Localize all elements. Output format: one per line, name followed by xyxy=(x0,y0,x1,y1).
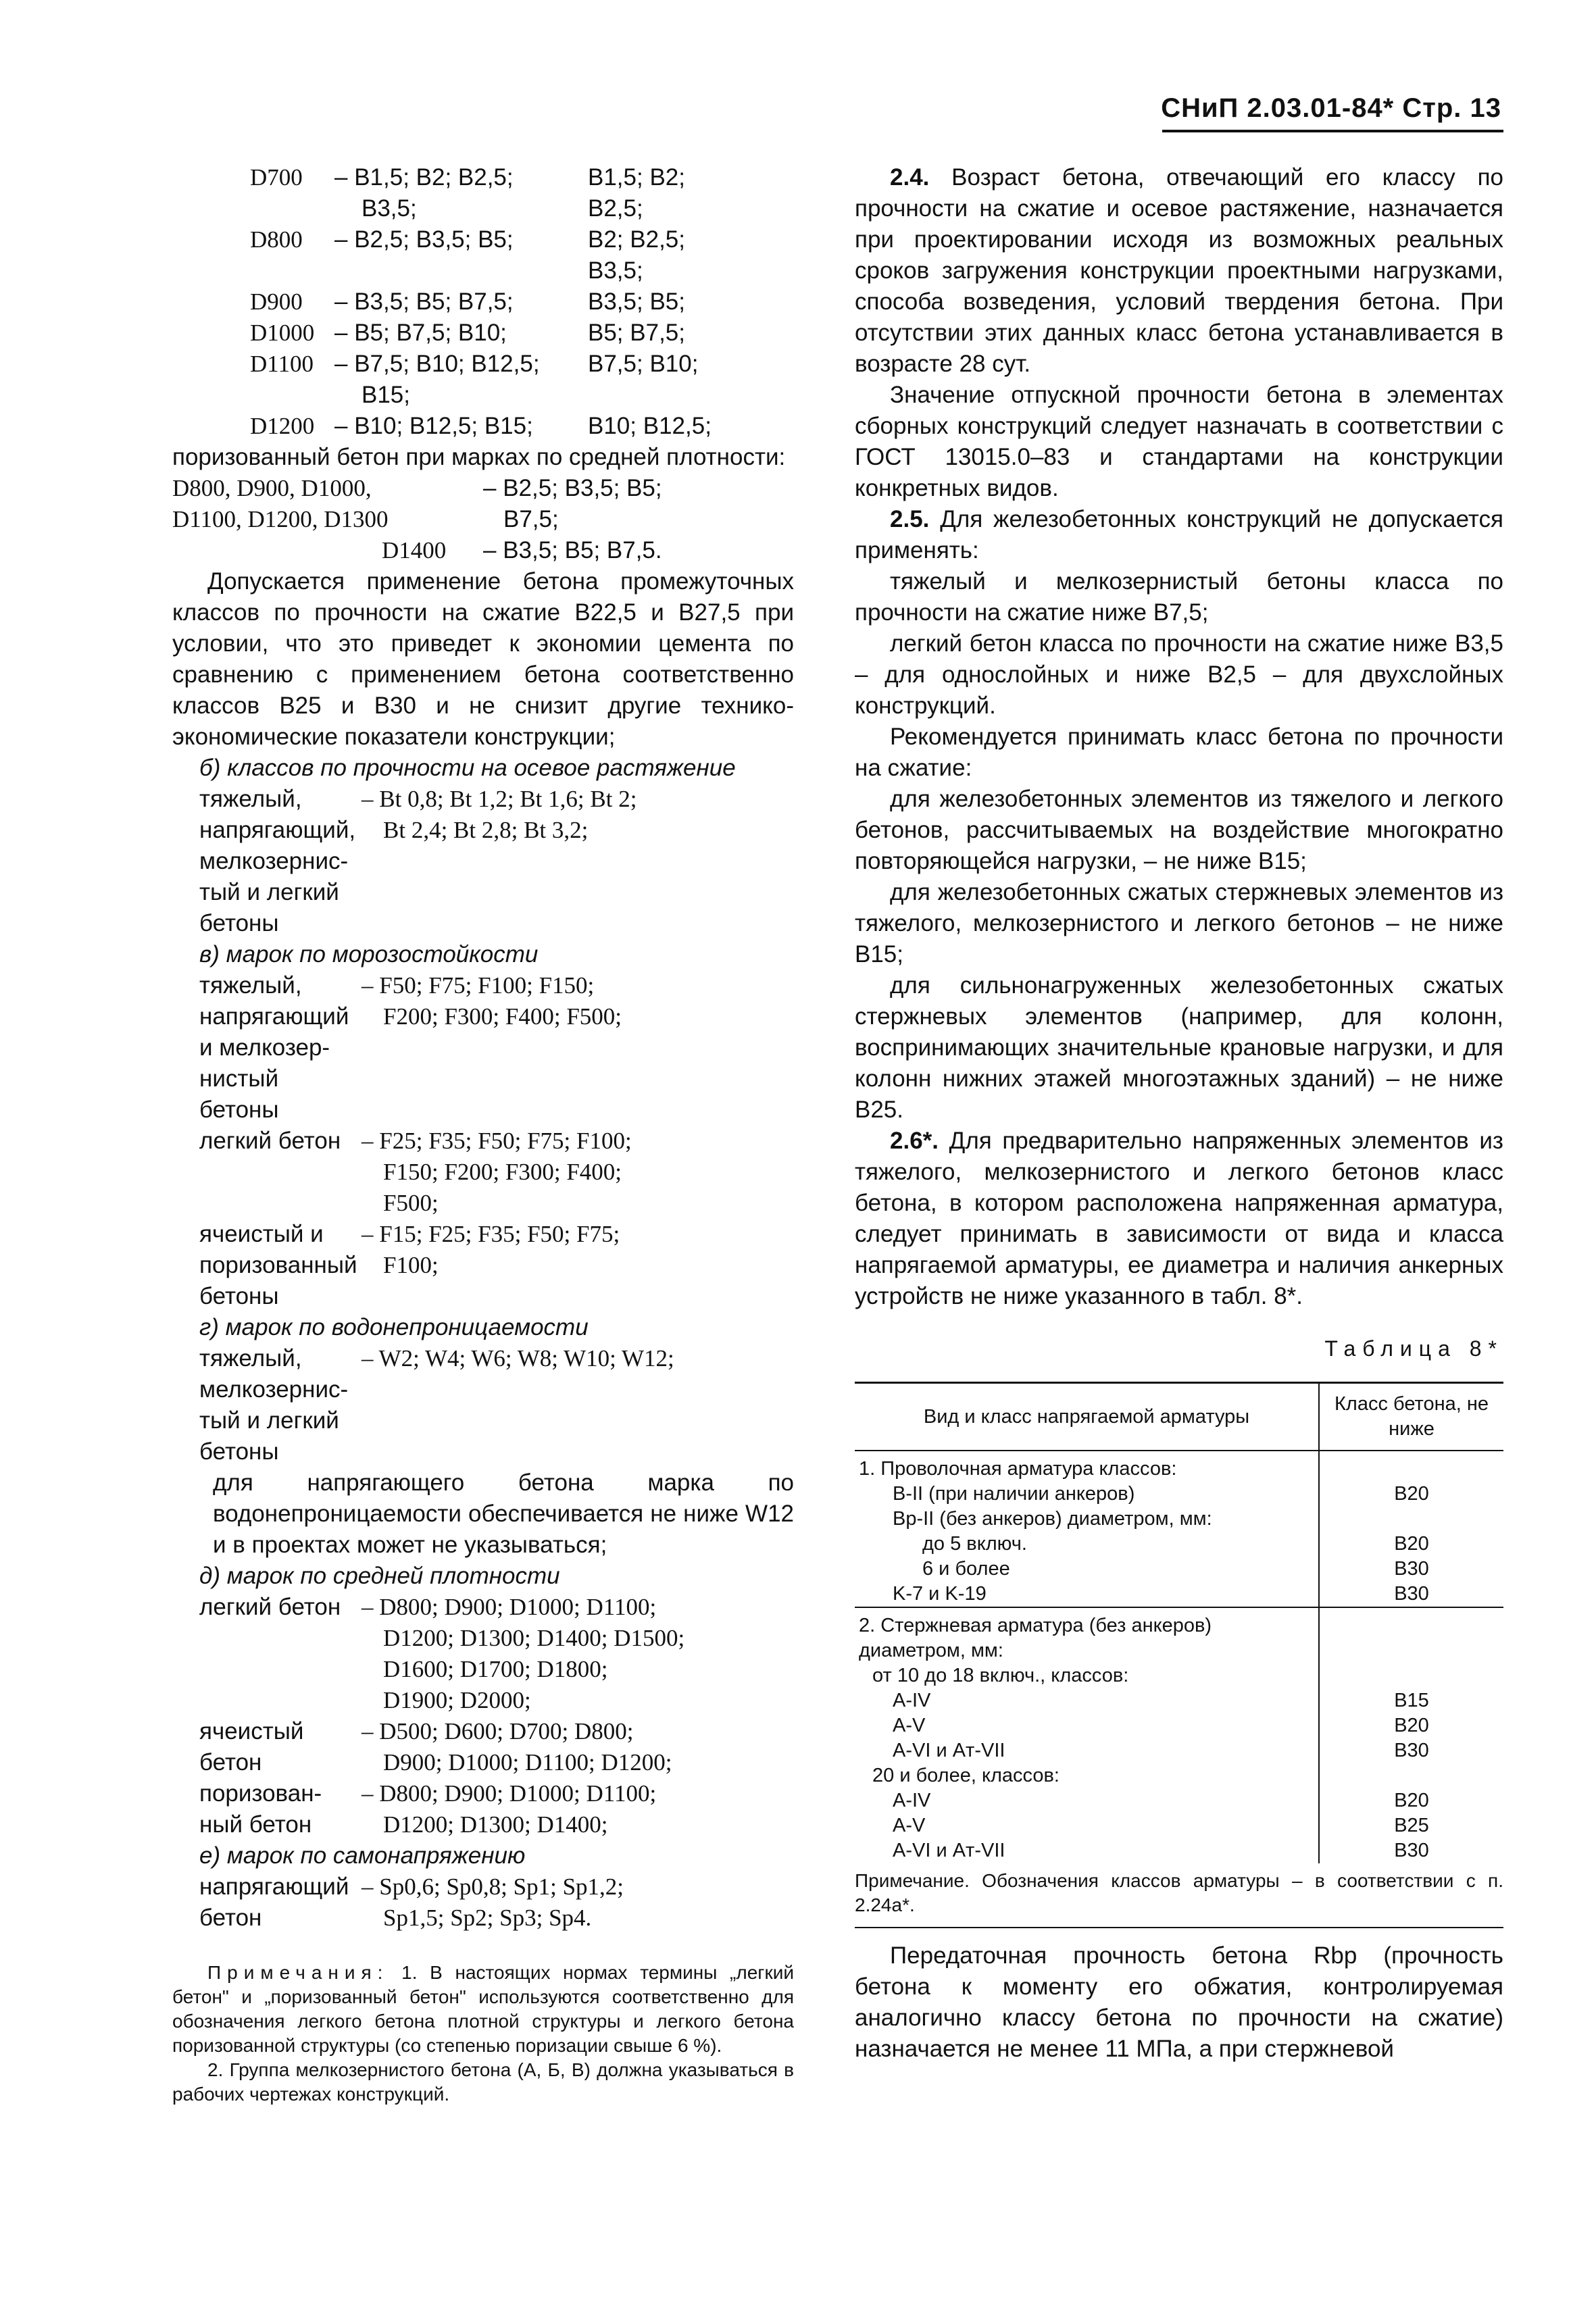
porous-text: поризованный бетон при марках по средней плотности: xyxy=(172,444,786,470)
b_rows-row xyxy=(199,815,794,846)
table-cell-class xyxy=(1319,1451,1503,1482)
v_rows-row xyxy=(199,1126,794,1157)
table-row xyxy=(855,1763,1503,1788)
paragraph-2-6-text: Для предварительно напряженных элементов из тяжелого, мелкозернистого и легкого бетонов класс бетона, в котором расположена напряженная арматура, следует принимать в зависимости от вида и класса напрягаемой арматуры, ее диаметра и наличия анкерных устройств не ниже указанного в табл. 8*. xyxy=(855,1128,1503,1309)
porous2-classes: – B2,5; B3,5; B5; xyxy=(483,475,662,501)
table-row xyxy=(855,1607,1503,1663)
v_rows-value: F150; F200; F300; F400; xyxy=(383,1159,622,1185)
table-row xyxy=(855,1507,1503,1532)
porous-class-b: B5; B7,5; xyxy=(588,320,685,346)
porous-grade xyxy=(172,193,334,224)
e_rows-label: напрягающий xyxy=(199,1873,349,1900)
paragraph-2-4b: Значение отпускной прочности бетона в элементах сборных конструкций следует назначать в соответствии с ГОСТ 13015.0–83 и стандартами на конструкции конкретных видов. xyxy=(855,382,1503,501)
section-g-note: для напрягающего бетона марка по водонепроницаемости обеспечивается не ниже W12 и в проектах может не указываться; xyxy=(213,1469,794,1558)
porous-row xyxy=(172,411,794,442)
table-cell-class xyxy=(1319,1663,1503,1688)
d_rows-label: ячеистый xyxy=(199,1718,304,1744)
b_rows-label: тяжелый, xyxy=(199,786,302,812)
porous2-grades: D800, D900, D1000, xyxy=(172,475,372,501)
d_rows-label xyxy=(199,1623,361,1654)
porous-class-a xyxy=(334,255,588,286)
left-column xyxy=(172,162,794,2107)
section-v-heading: в) марок по морозостойкости xyxy=(199,941,539,967)
section-v-rows xyxy=(172,970,794,1312)
porous-row xyxy=(172,224,794,255)
porous-grade-list-2 xyxy=(172,473,794,566)
v_rows-label: нистый бетоны xyxy=(199,1065,279,1123)
porous-row xyxy=(172,318,794,349)
porous-grade: D900 xyxy=(250,288,303,315)
header-rule xyxy=(1162,130,1503,132)
paragraph-2-4-number: 2.4. xyxy=(890,164,930,191)
paragraph-2-4-text: Возраст бетона, отвечающий его классу по прочности на сжатие и осевое растяжение, назначается при проектировании исходя из возможных реальных сроков загружения конструкции проектными нагрузками, способа возведения, условий твердения бетона. При отсутствии этих данных класс бетона устанавливается в возрасте 28 сут. xyxy=(855,164,1503,377)
porous-class-a: – B3,5; B5; B7,5; xyxy=(334,288,514,315)
d_rows-value: D1600; D1700; D1800; xyxy=(383,1656,608,1682)
section-d-heading: д) марок по средней плотности xyxy=(199,1563,560,1589)
v_rows-label: легкий бетон xyxy=(199,1128,341,1154)
table-cell-class: B30 xyxy=(1319,1738,1503,1763)
table-row xyxy=(855,1838,1503,1863)
porous-row xyxy=(172,162,794,193)
v_rows-value: – F15; F25; F35; F50; F75; xyxy=(361,1221,620,1247)
d_rows-value: D900; D1000; D1100; D1200; xyxy=(383,1749,672,1776)
d_rows-row xyxy=(199,1623,794,1654)
section-e-heading: е) марок по самонапряжению xyxy=(199,1842,526,1869)
paragraph-2-6-number: 2.6*. xyxy=(890,1128,939,1154)
v_rows-label: поризованный xyxy=(199,1252,357,1278)
g_rows-row xyxy=(199,1343,794,1374)
porous-class-b: B2; B2,5; xyxy=(588,226,685,253)
e_rows-row xyxy=(199,1871,794,1903)
right-column xyxy=(855,162,1503,2065)
table-cell-class xyxy=(1319,1607,1503,1663)
d_rows-row xyxy=(199,1716,794,1747)
porous-class-a: – B2,5; B3,5; B5; xyxy=(334,226,514,253)
table-row xyxy=(855,1813,1503,1838)
table-cell-type: K-7 и K-19 xyxy=(893,1583,987,1605)
e_rows-value: – Sp0,6; Sp0,8; Sp1; Sp1,2; xyxy=(361,1873,624,1900)
table-row xyxy=(855,1451,1503,1482)
note-1 xyxy=(172,1961,794,2058)
table-cell-class: B30 xyxy=(1319,1838,1503,1863)
paragraph-2-5-number: 2.5. xyxy=(890,506,930,532)
v_rows-row xyxy=(199,1188,794,1219)
table-row xyxy=(855,1788,1503,1813)
porous2-row xyxy=(172,473,794,504)
d_rows-value: – D500; D600; D700; D800; xyxy=(361,1718,634,1744)
b_rows-row xyxy=(199,877,794,908)
table-cell-class: B20 xyxy=(1319,1713,1503,1738)
porous-row xyxy=(172,286,794,318)
g_rows-row xyxy=(199,1436,794,1467)
b_rows-value: – Bt 0,8; Bt 1,2; Bt 1,6; Bt 2; xyxy=(361,786,637,812)
v_rows-value: – F50; F75; F100; F150; xyxy=(361,972,595,999)
porous-class-b: B3,5; B5; xyxy=(588,288,685,315)
porous-grade xyxy=(172,255,334,286)
b_rows-label: бетоны xyxy=(199,910,279,936)
v_rows-row xyxy=(199,1063,794,1126)
table-row xyxy=(855,1688,1503,1713)
v_rows-row xyxy=(199,1219,794,1250)
d_rows-row xyxy=(199,1778,794,1809)
porous-class-a: – B5; B7,5; B10; xyxy=(334,320,507,346)
v_rows-label: ячеистый и xyxy=(199,1221,324,1247)
v_rows-label: тяжелый, xyxy=(199,972,302,999)
porous-class-b: B2,5; xyxy=(588,195,643,222)
v_rows-value: F100; xyxy=(383,1252,439,1278)
porous2-classes: – B3,5; B5; B7,5. xyxy=(483,537,662,563)
paragraph-2-5f: для сильнонагруженных железобетонных сжатых стержневых элементов (например, для колонн, воспринимающих значительные крановые нагрузки, и для колонн нижних этажей многоэтажных зданий) – не ниже B25. xyxy=(855,972,1503,1123)
note-1-text: 1. В настоящих нормах термины „легкий бетон" и „поризованный бетон" используются соответственно для обозначения легкого бетона плотной структуры и легкого бетона поризованной структуры (со степенью поризации свыше 6 %). xyxy=(172,1962,795,2056)
porous-row xyxy=(172,349,794,380)
table-row xyxy=(855,1557,1503,1582)
v_rows-label xyxy=(199,1188,361,1219)
b_rows-label: напрягающий, xyxy=(199,817,356,843)
g_rows-value: – W2; W4; W6; W8; W10; W12; xyxy=(361,1345,674,1372)
porous-class-b: B7,5; B10; xyxy=(588,351,699,377)
table-header-class: Класс бетона, не ниже xyxy=(1319,1383,1503,1451)
table-cell-type: до 5 включ. xyxy=(922,1533,1027,1555)
d_rows-row xyxy=(199,1747,794,1778)
porous-grade: D700 xyxy=(250,164,303,191)
paragraph-2-5a: тяжелый и мелкозернистый бетоны класса по прочности на сжатие ниже B7,5; xyxy=(855,568,1503,626)
table-cell-class xyxy=(1319,1763,1503,1788)
e_rows-label: бетон xyxy=(199,1905,262,1931)
table-body xyxy=(855,1451,1503,1863)
table-cell-class: B15 xyxy=(1319,1688,1503,1713)
table-cell-type: A-V xyxy=(893,1815,926,1836)
porous-grade: D1100 xyxy=(250,351,314,377)
table-8 xyxy=(855,1382,1503,1863)
g_rows-label: тый и легкий xyxy=(199,1407,339,1434)
porous-grade: D1200 xyxy=(250,413,315,439)
table-caption: Таблица 8* xyxy=(1324,1336,1503,1361)
porous-class-b: B3,5; xyxy=(588,257,643,284)
paragraph-2-5d: для железобетонных элементов из тяжелого и легкого бетонов, рассчитываемых на воздействие многократно повторяющейся нагрузки, – не ниже B15; xyxy=(855,786,1503,874)
porous-grade xyxy=(172,380,334,411)
table-row xyxy=(855,1738,1503,1763)
table-cell-class: B30 xyxy=(1319,1557,1503,1582)
porous-class-a: B3,5; xyxy=(361,195,417,222)
table-cell-type: A-IV xyxy=(893,1790,931,1811)
table-cell-type: 1. Проволочная арматура классов: xyxy=(859,1458,1177,1480)
table-cell-type: от 10 до 18 включ., классов: xyxy=(872,1665,1129,1686)
porous-row xyxy=(172,380,794,411)
porous-class-a: – B7,5; B10; B12,5; xyxy=(334,351,540,377)
d_rows-label: бетон xyxy=(199,1749,262,1776)
d_rows-label xyxy=(199,1654,361,1685)
v_rows-value: F500; xyxy=(383,1190,439,1216)
table-cell-class: B25 xyxy=(1319,1813,1503,1838)
porous-class-a: – B1,5; B2; B2,5; xyxy=(334,164,514,191)
porous2-grades: D1100, D1200, D1300 xyxy=(172,506,389,532)
porous-class-a: B15; xyxy=(361,382,410,408)
v_rows-label: напрягающий xyxy=(199,1003,349,1030)
porous-class-b: B1,5; B2; xyxy=(588,164,685,191)
v_rows-row xyxy=(199,1281,794,1312)
d_rows-label: легкий бетон xyxy=(199,1594,341,1620)
paragraph-2-5e: для железобетонных сжатых стержневых элементов из тяжелого, мелкозернистого и легкого бетонов – не ниже B15; xyxy=(855,879,1503,967)
porous-row xyxy=(172,193,794,224)
v_rows-row xyxy=(199,1032,794,1063)
table-cell-class: B30 xyxy=(1319,1582,1503,1607)
g_rows-label: мелкозернис- xyxy=(199,1376,349,1403)
g_rows-row xyxy=(199,1374,794,1405)
d_rows-value: D1900; D2000; xyxy=(383,1687,531,1713)
paragraph-2-5c: Рекомендуется принимать класс бетона по прочности на сжатие: xyxy=(855,724,1503,781)
porous-class-b: B10; B12,5; xyxy=(588,413,712,439)
porous-grade-list xyxy=(172,162,794,442)
table-cell-type: A-VI и Aт-VII xyxy=(893,1740,1005,1761)
page-header: СНиП 2.03.01-84* Стр. 13 xyxy=(1161,93,1501,123)
table-cell-class: B20 xyxy=(1319,1788,1503,1813)
v_rows-label: бетоны xyxy=(199,1283,279,1309)
table-cell-class xyxy=(1319,1507,1503,1532)
table-header-type: Вид и класс напрягаемой арматуры xyxy=(855,1383,1319,1451)
b_rows-row xyxy=(199,908,794,939)
b_rows-label: мелкозернис- xyxy=(199,848,349,874)
paragraph-2-5b: легкий бетон класса по прочности на сжатие ниже B3,5 – для однослойных и ниже B2,5 – для двухслойных конструкций. xyxy=(855,630,1503,719)
porous2-grades: D1400 xyxy=(382,537,447,563)
notes-label: Примечания: xyxy=(207,1962,389,1983)
g_rows-row xyxy=(199,1405,794,1436)
d_rows-label: поризован- xyxy=(199,1780,322,1807)
v_rows-row xyxy=(199,1250,794,1281)
g_rows-label: тяжелый, xyxy=(199,1345,302,1372)
g_rows-label: бетоны xyxy=(199,1438,279,1465)
d_rows-value: D1200; D1300; D1400; xyxy=(383,1811,608,1838)
note-2: 2. Группа мелкозернистого бетона (А, Б, В) должна указываться в рабочих чертежах конструкций. xyxy=(172,2059,794,2105)
paragraph-2-5-text: Для железобетонных конструкций не допускается применять: xyxy=(855,506,1503,563)
d_rows-value: – D800; D900; D1000; D1100; xyxy=(361,1594,657,1620)
table-row xyxy=(855,1663,1503,1688)
v_rows-row xyxy=(199,970,794,1001)
section-b-heading: б) классов по прочности на осевое растяжение xyxy=(199,755,736,781)
table-row xyxy=(855,1713,1503,1738)
d_rows-row xyxy=(199,1654,794,1685)
table-row xyxy=(855,1482,1503,1507)
section-d-rows xyxy=(172,1592,794,1840)
porous-row xyxy=(172,255,794,286)
paragraph-last: Передаточная прочность бетона Rbp (прочность бетона к моменту его обжатия, контролируемая аналогично классу бетона по прочности на сжатие) назначается не менее 11 МПа, а при стержневой xyxy=(855,1942,1503,2062)
table-cell-type: Bp-II (без анкеров) диаметром, мм: xyxy=(893,1508,1212,1530)
e_rows-row xyxy=(199,1903,794,1934)
b_rows-value: Bt 2,4; Bt 2,8; Bt 3,2; xyxy=(383,817,589,843)
porous-grade: D1000 xyxy=(250,320,315,346)
table-cell-type: 6 и более xyxy=(922,1558,1010,1580)
table-cell-class: B20 xyxy=(1319,1532,1503,1557)
table-cell-type: A-IV xyxy=(893,1690,931,1711)
d_rows-value: D1200; D1300; D1400; D1500; xyxy=(383,1625,685,1651)
table-note: Примечание. Обозначения классов арматуры – в соответствии с п. 2.24а*. xyxy=(855,1869,1503,1928)
v_rows-row xyxy=(199,1001,794,1032)
b_rows-label: тый и легкий xyxy=(199,879,339,905)
paragraph-2-4 xyxy=(855,162,1503,380)
table-cell-class: B20 xyxy=(1319,1482,1503,1507)
table-cell-type: 2. Стержневая арматура (без анкеров) диаметром, мм: xyxy=(855,1607,1319,1663)
porous2-row xyxy=(172,504,794,535)
paragraph-2-6 xyxy=(855,1126,1503,1312)
section-e-rows xyxy=(172,1871,794,1934)
table-cell-type: B-II (при наличии анкеров) xyxy=(893,1483,1135,1505)
v_rows-label: и мелкозер- xyxy=(199,1034,330,1061)
v_rows-value: F200; F300; F400; F500; xyxy=(383,1003,622,1030)
section-g-heading: г) марок по водонепроницаемости xyxy=(199,1314,589,1340)
d_rows-row xyxy=(199,1809,794,1840)
d_rows-value: – D800; D900; D1000; D1100; xyxy=(361,1780,657,1807)
allow-paragraph: Допускается применение бетона промежуточных классов по прочности на сжатие B22,5 и B27,5 при условии, что это приведет к экономии цемента по сравнению с применением бетона соответственно классов B25 и B30 и не снизит другие технико-экономические показатели конструкции; xyxy=(172,568,794,750)
porous-grade: D800 xyxy=(250,226,303,253)
table-row xyxy=(855,1582,1503,1607)
d_rows-label xyxy=(199,1685,361,1716)
e_rows-value: Sp1,5; Sp2; Sp3; Sp4. xyxy=(383,1905,592,1931)
section-g-rows xyxy=(172,1343,794,1467)
table-cell-type: A-V xyxy=(893,1715,926,1736)
d_rows-row xyxy=(199,1592,794,1623)
v_rows-label xyxy=(199,1157,361,1188)
table-cell-type: A-VI и Aт-VII xyxy=(893,1840,1005,1861)
b_rows-row xyxy=(199,784,794,815)
v_rows-value: – F25; F35; F50; F75; F100; xyxy=(361,1128,632,1154)
table-cell-type: 20 и более, классов: xyxy=(872,1765,1059,1786)
porous2-classes: B7,5; xyxy=(503,506,559,532)
porous-class-a: – B10; B12,5; B15; xyxy=(334,413,533,439)
porous2-row xyxy=(172,535,794,566)
paragraph-2-5 xyxy=(855,504,1503,566)
section-b-rows xyxy=(172,784,794,939)
table-row xyxy=(855,1532,1503,1557)
d_rows-label: ный бетон xyxy=(199,1811,312,1838)
v_rows-row xyxy=(199,1157,794,1188)
b_rows-row xyxy=(199,846,794,877)
d_rows-row xyxy=(199,1685,794,1716)
